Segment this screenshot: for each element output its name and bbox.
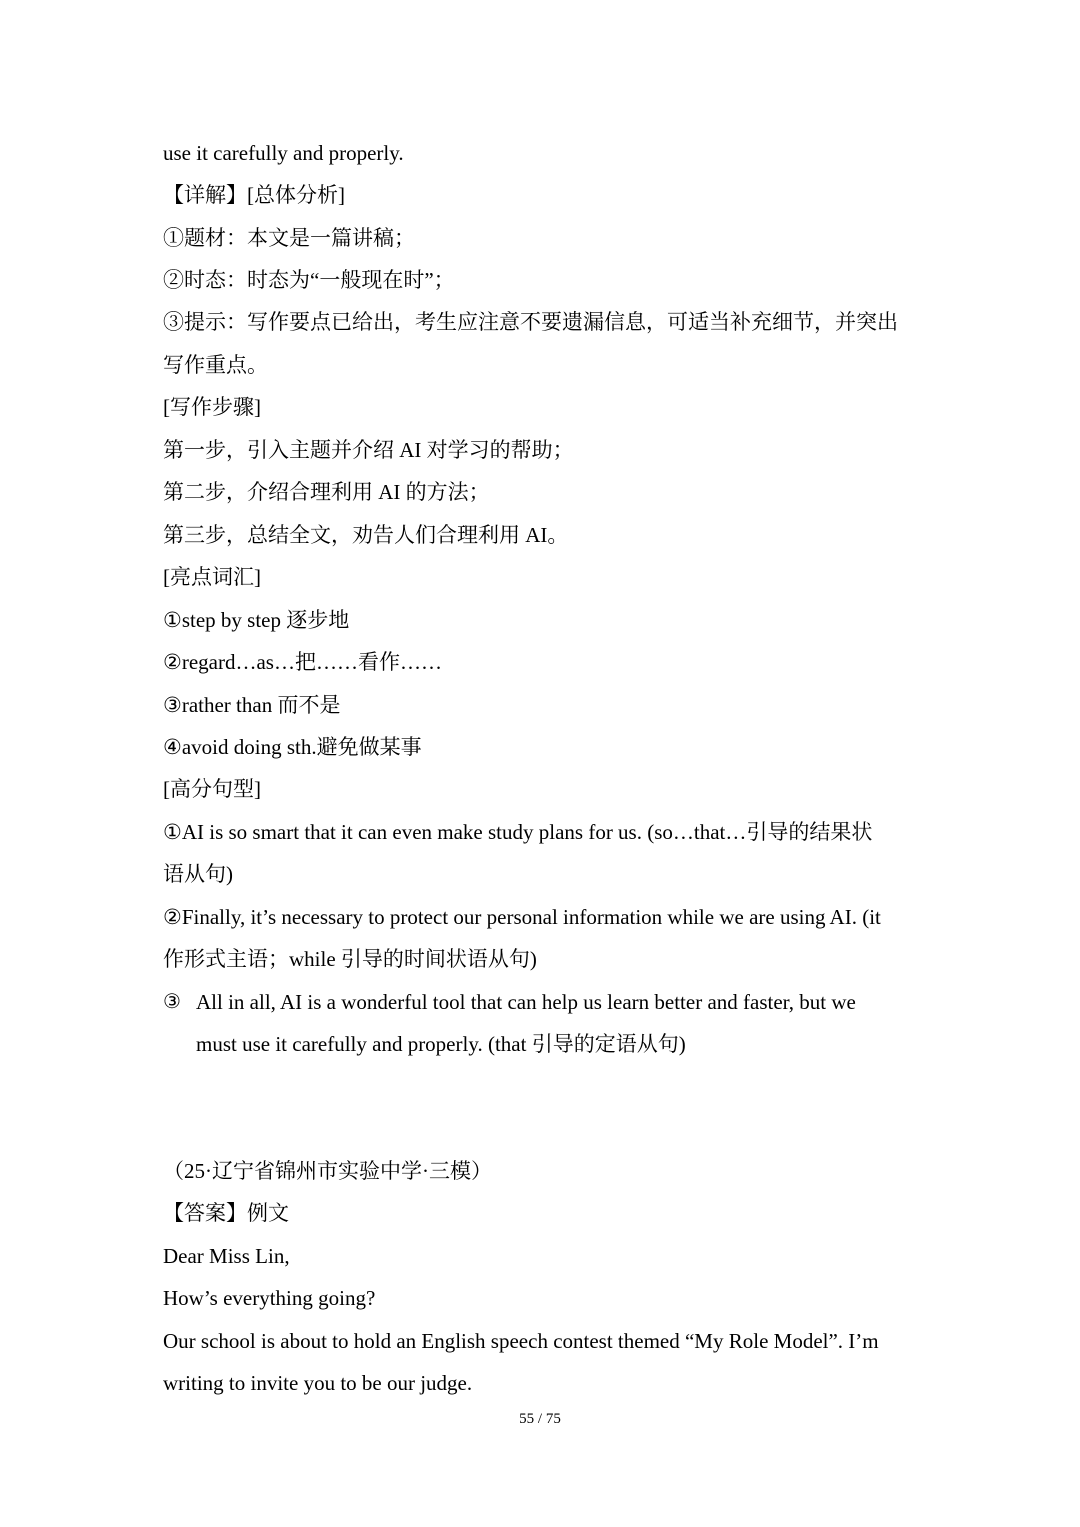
source-line: （25·辽宁省锦州市实验中学·三模）	[163, 1159, 492, 1183]
text-line: 第三步，总结全文，劝告人们合理利用 AI。	[163, 523, 569, 547]
list-marker: ③	[163, 991, 181, 1013]
letter-salutation: Dear Miss Lin,	[163, 1244, 290, 1268]
text-line: 第二步，介绍合理利用 AI 的方法；	[163, 480, 490, 504]
detail-heading: 【详解】[总体分析]	[163, 183, 345, 207]
text-line: 语从句)	[163, 862, 233, 886]
text-line: Our school is about to hold an English speech contest themed “My Role Model”. I’m	[163, 1329, 879, 1353]
section-heading: [亮点词汇]	[163, 565, 261, 589]
text-line: ①题材：本文是一篇讲稿；	[163, 226, 415, 250]
text-line: 第一步，引入主题并介绍 AI 对学习的帮助；	[163, 438, 574, 462]
text-line: 作形式主语；while 引导的时间状语从句)	[163, 947, 537, 971]
text-line: ③rather than 而不是	[163, 693, 341, 717]
text-line: use it carefully and properly.	[163, 141, 404, 165]
text-line: How’s everything going?	[163, 1286, 376, 1310]
answer-heading: 【答案】例文	[163, 1201, 289, 1225]
text-line: ①step by step 逐步地	[163, 608, 350, 632]
section-heading: [写作步骤]	[163, 395, 261, 419]
text-line: ②Finally, it’s necessary to protect our personal information while we are using AI. (it	[163, 905, 881, 929]
text-line: ③提示：写作要点已给出，考生应注意不要遗漏信息，可适当补充细节，并突出	[163, 310, 898, 334]
text-line: must use it carefully and properly. (that 引导的定语从句)	[196, 1032, 686, 1056]
page-number: 55 / 75	[519, 1411, 561, 1427]
text-line: writing to invite you to be our judge.	[163, 1371, 473, 1395]
text-line: ②regard…as…把……看作……	[163, 650, 442, 674]
section-heading: [高分句型]	[163, 777, 261, 801]
text-line: ①AI is so smart that it can even make study plans for us. (so…that…引导的结果状	[163, 820, 873, 844]
text-line: All in all, AI is a wonderful tool that can help us learn better and faster, but we	[196, 990, 856, 1014]
text-line: ②时态：时态为“一般现在时”；	[163, 268, 455, 292]
text-line: 写作重点。	[163, 353, 268, 377]
text-line: ④avoid doing sth.避免做某事	[163, 735, 422, 759]
